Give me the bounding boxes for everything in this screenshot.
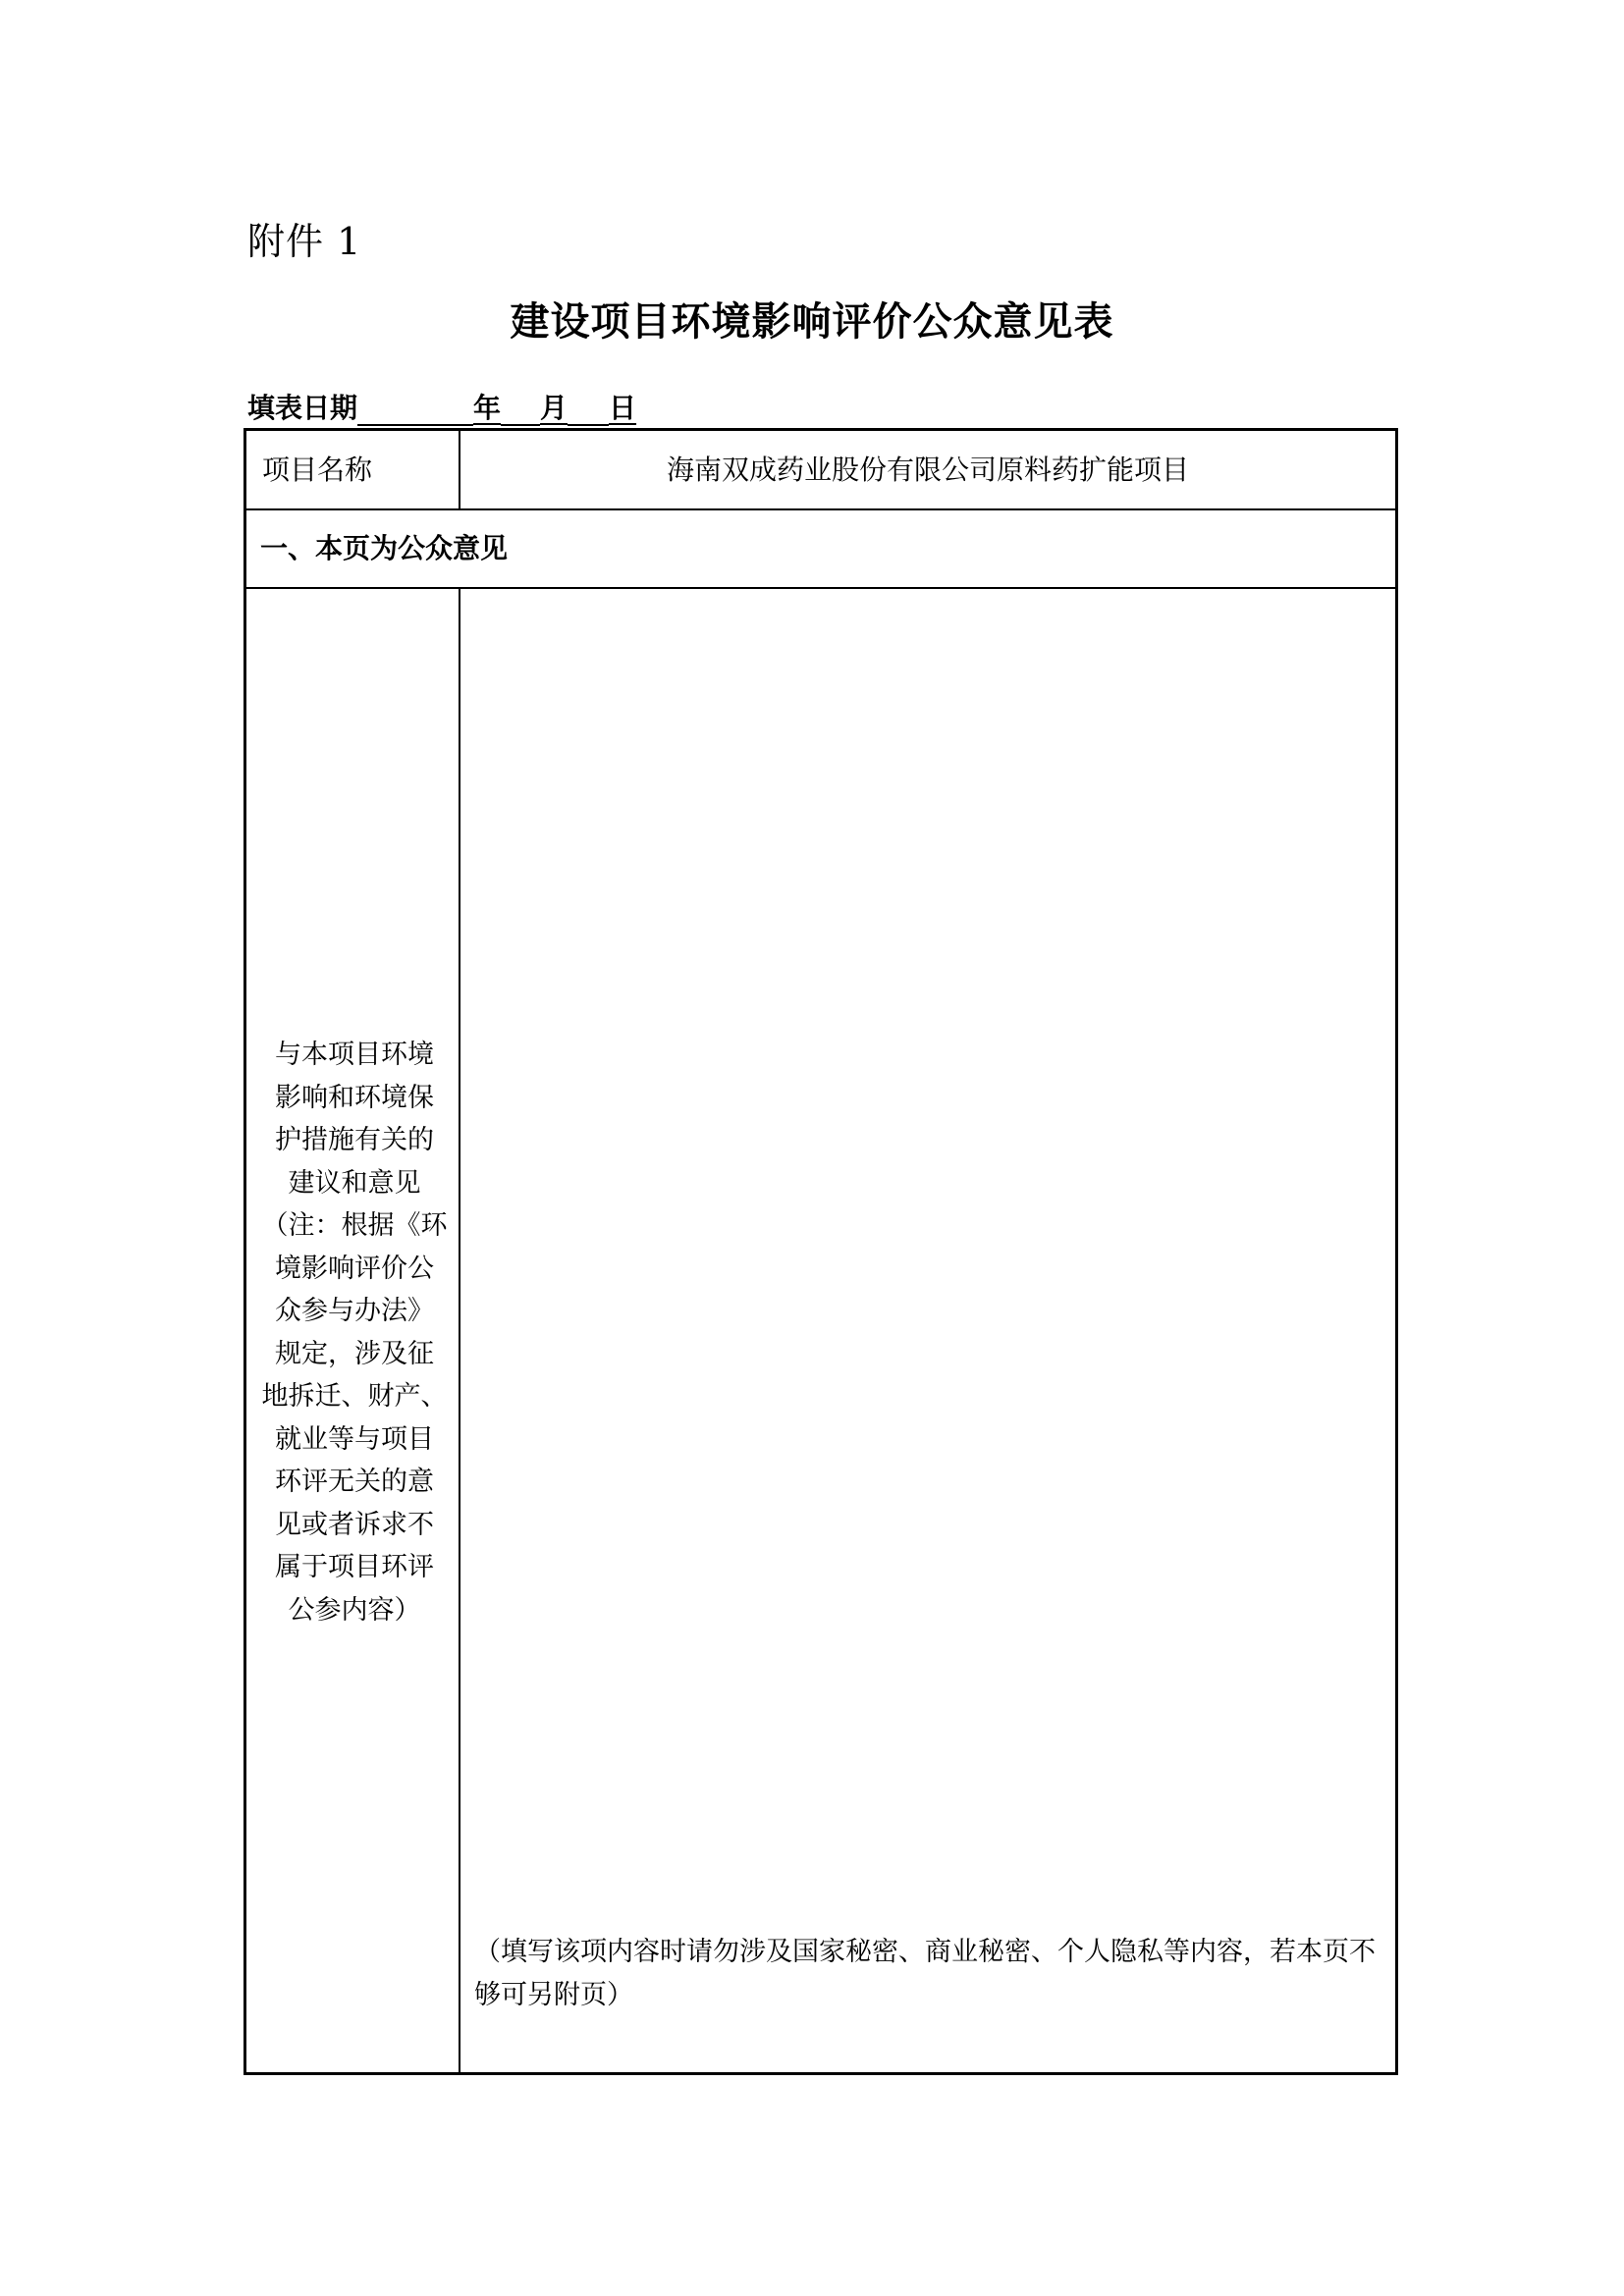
project-name-value: 海南双成药业股份有限公司原料药扩能项目 <box>666 454 1189 486</box>
day-unit: 日 <box>609 392 637 424</box>
project-name-label: 项目名称 <box>262 454 373 486</box>
fill-date-label: 填表日期 <box>247 392 358 424</box>
fill-date-line <box>247 389 636 428</box>
page-title: 建设项目环境影响评价公众意见表 <box>510 298 1114 345</box>
year-blank-field[interactable] <box>357 389 473 426</box>
month-blank-field[interactable] <box>501 389 540 426</box>
opinion-form-table <box>244 428 1398 2075</box>
day-blank-field[interactable] <box>568 389 609 426</box>
row-divider <box>246 587 1395 589</box>
column-divider <box>459 588 460 2072</box>
opinion-instruction-note: （填写该项内容时请勿涉及国家秘密、商业秘密、个人隐私等内容，若本页不够可另附页） <box>474 1937 1376 2010</box>
opinion-field-label: 与本项目环境 影响和环境保 护措施有关的 建议和意见 （注：根据《环 境影响评价公 众参与办法》 规定，涉及征 地拆迁、财产、 就业等与项目 环评无关的意 见或者诉求不 属于项目环评 公参内容） <box>261 1040 448 1626</box>
month-unit: 月 <box>540 392 568 424</box>
attachment-label: 附件 1 <box>247 220 362 263</box>
year-unit: 年 <box>473 392 502 424</box>
section-heading: 一、本页为公众意见 <box>260 532 509 564</box>
